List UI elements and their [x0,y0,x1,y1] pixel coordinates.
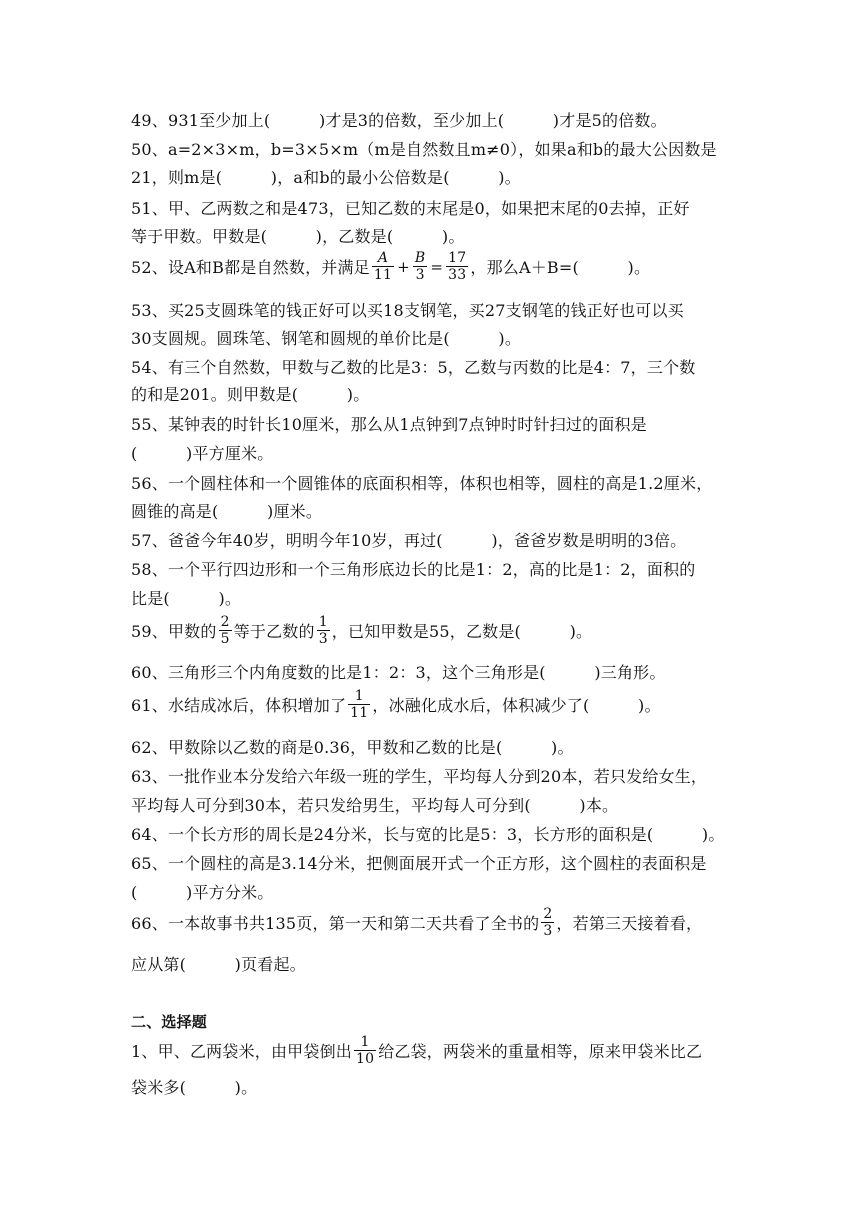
question-53-line-1: 53、买25支圆珠笔的钱正好可以买18支钢笔，买27支钢笔的钱正好也可以买 [131,301,684,320]
question-51-line-1: 51、甲、乙两数之和是473，已知乙数的末尾是0，如果把末尾的0去掉，正好 [131,199,690,218]
question-59-text-start: 59、甲数的 [131,622,217,641]
question-59 [131,614,592,650]
question-64: 64、一个长方形的周长是24分米，长与宽的比是5：3，长方形的面积是( )。 [131,825,725,844]
fraction-2-over-3 [541,906,554,939]
fraction-b-over-3 [413,250,428,283]
question-61-text-end: ，冰融化成水后，体积减少了( )。 [372,696,661,715]
question-63-line-2: 平均每人可分到30本，若只发给男生，平均每人可分到( )本。 [131,796,619,815]
question-61-text-start: 61、水结成冰后，体积增加了 [131,696,347,715]
question-58-line-2: 比是( )。 [131,589,242,608]
fraction-denominator: 3 [543,923,553,939]
fraction-denominator: 33 [448,267,467,283]
question-51-line-2: 等于甲数。甲数是( )，乙数是( )。 [131,227,465,246]
question-49: 49、931至少加上( )才是3的倍数，至少加上( )才是5的倍数。 [131,111,667,130]
section-heading-multiple-choice: 二、选择题 [131,1013,208,1031]
question-66-text-start: 66、一本故事书共135页，第一天和第二天共看了全书的 [131,914,540,933]
fraction-numerator: 17 [448,250,467,266]
question-66-line-1 [131,906,702,942]
fraction-denominator: 3 [415,267,425,283]
question-59-text-middle: 等于乙数的 [233,622,315,641]
question-62: 62、甲数除以乙数的商是0.36，甲数和乙数的比是( )。 [131,738,574,757]
question-66-text-end: ，若第三天接着看， [556,914,703,933]
fraction-2-over-5 [219,614,232,647]
choice-question-1-text-start: 1、甲、乙两袋米，由甲袋倒出 [131,1042,352,1061]
question-65-line-2: ( )平方分米。 [131,883,274,902]
fraction-denominator: 10 [355,1051,375,1067]
question-54-line-2: 的和是201。则甲数是( )。 [131,385,370,404]
fraction-a-over-11 [372,250,394,283]
question-57: 57、爸爸今年40岁，明明今年10岁，再过( )，爸爸岁数是明明的3倍。 [131,531,687,550]
fraction-numerator: B [414,250,426,266]
question-52-text-start: 52、设A和B都是自然数，并满足 [131,258,370,277]
fraction-17-over-33 [446,250,468,283]
choice-question-1-text-end: 给乙袋，两袋米的重量相等，原来甲袋米比乙 [378,1042,703,1061]
fraction-numerator: 1 [348,688,370,705]
fraction-numerator: 2 [543,906,553,922]
question-56-line-1: 56、一个圆柱体和一个圆锥体的底面积相等，体积也相等，圆柱的高是1.2厘米， [131,474,713,493]
fraction-numerator: 1 [318,614,328,630]
fraction-1-over-3 [317,614,330,647]
choice-question-1-line-1 [131,1034,702,1070]
question-55-line-1: 55、某钟表的时针长10厘米，那么从1点钟到7点钟时时针扫过的面积是 [131,415,647,434]
question-54-line-1: 54、有三个自然数，甲数与乙数的比是3：5，乙数与丙数的比是4：7，三个数 [131,358,696,377]
question-50-line-1: 50、a=2×3×m，b=3×5×m（m是自然数且m≠0），如果a和b的最大公因数是 [131,140,717,159]
fraction-numerator: 2 [220,614,230,630]
plus-sign: + [397,257,410,276]
fraction-1-over-11 [348,688,370,721]
question-63-line-1: 63、一批作业本分发给六年级一班的学生，平均每人分到20本，若只发给女生， [131,767,708,786]
fraction-denominator: 11 [373,267,393,283]
question-52-text-end: ，那么A＋B=( )。 [470,258,651,277]
question-58-line-1: 58、一个平行四边形和一个三角形底边长的比是1：2，高的比是1：2，面积的 [131,560,696,579]
question-53-line-2: 30支圆规。圆珠笔、钢笔和圆规的单价比是( )。 [131,329,522,348]
question-56-line-2: 圆锥的高是( )厘米。 [131,502,323,521]
question-61 [131,688,661,724]
question-59-text-end: ，已知甲数是55，乙数是( )。 [331,622,593,641]
equals-sign: = [430,257,444,276]
fraction-numerator: 1 [354,1034,376,1051]
question-52 [131,250,650,287]
fraction-denominator: 11 [350,705,369,721]
question-60: 60、三角形三个内角度数的比是1：2：3，这个三角形是( )三角形。 [131,663,666,682]
choice-question-1-line-2: 袋米多( )。 [131,1078,258,1097]
fraction-denominator: 5 [220,631,230,647]
question-66-line-2: 应从第( )页看起。 [131,955,306,974]
fraction-numerator: A [372,250,394,267]
question-55-line-2: ( )平方厘米。 [131,444,274,463]
fraction-denominator: 3 [318,631,328,647]
question-65-line-1: 65、一个圆柱的高是3.14分米，把侧面展开式一个正方形，这个圆柱的表面积是 [131,854,707,873]
fraction-1-over-10 [354,1034,376,1067]
question-50-line-2: 21，则m是( )，a和b的最小公倍数是( )。 [131,168,521,187]
